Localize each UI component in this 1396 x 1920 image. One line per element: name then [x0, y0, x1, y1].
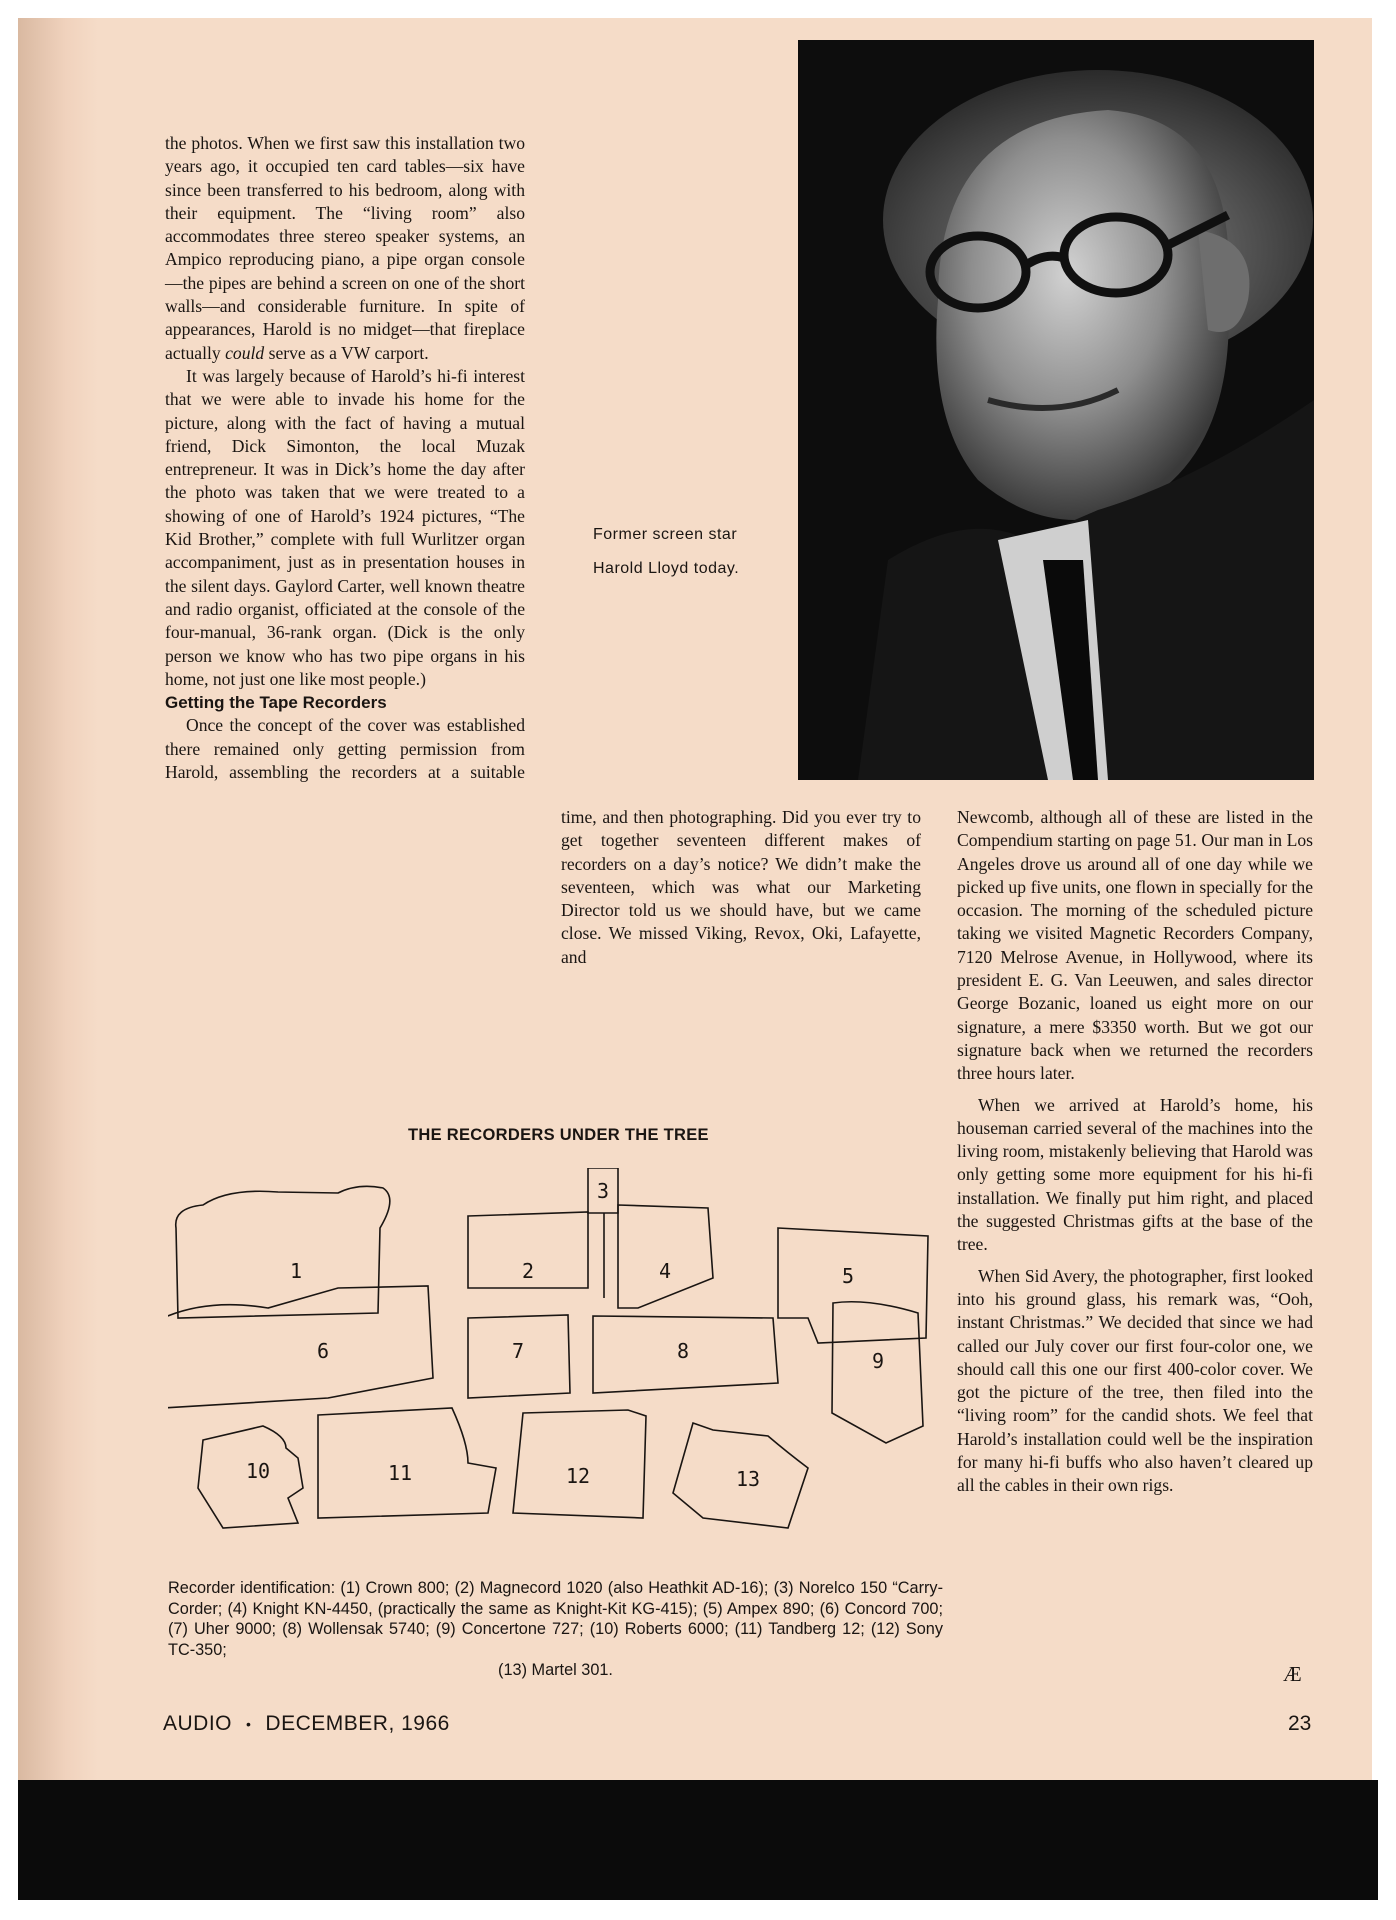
photo-caption	[593, 518, 793, 586]
caption-line: Former screen star	[593, 526, 738, 543]
footer-separator: •	[246, 1716, 252, 1733]
recorder-outline-1	[176, 1186, 390, 1318]
recorder-outline-4	[618, 1205, 713, 1308]
recorder-layout-diagram	[168, 1168, 948, 1568]
diagram-title: THE RECORDERS UNDER THE TREE	[408, 1126, 709, 1144]
paragraph: Once the concept of the cover was established there remained only getting permission from Harold, assembling the recorders at a suitable	[165, 715, 525, 783]
recorder-label-2: 2	[521, 1259, 535, 1283]
issue-date: DECEMBER, 1966	[265, 1712, 450, 1735]
recorder-label-6: 6	[316, 1339, 330, 1363]
scan-bottom-border	[18, 1780, 1378, 1900]
paragraph: It was largely because of Harold’s hi-fi interest that we were able to invade his home for the picture, along with the fact of having a mutual friend, Dick Simonton, the local Muzak entrepreneur. It was in Dick’s home the day after the photo was taken that we were treated to a showing of one of Harold’s 1924 pictures, “The Kid Brother,” complete with full Wurlitzer organ accompaniment, just as in presentation houses in the silent days. Gaylord Carter, well known theatre and radio organist, officiated at the console of the four-manual, 36-rank organ. (Dick is the only person we know who has two pipe organs in his home, not just one like most people.)	[165, 365, 525, 689]
paragraph: When Sid Avery, the photographer, first looked into his ground glass, his remark was, “Ooh, instant Christmas.” We decided that since we had called our July cover our first four-color one, we should call this one our first 400-color cover. We got the picture of the tree, then filed into the “living room” for the candid shots. We feel that Harold’s installation could well be the inspiration for many hi-fi buffs who also haven’t cleared up all the cables in their own rigs.	[957, 1265, 1313, 1496]
magazine-name: AUDIO	[163, 1712, 233, 1735]
article-column-2	[561, 806, 921, 969]
article-column-1	[165, 132, 525, 784]
identification-text: Recorder identification: (1) Crown 800; (2) Magnecord 1020 (also Heathkit AD-16); (3) Norelco 150 “Carry-Corder; (4) Knight KN-4450, (practically the same as Knight-Kit KG-415); (5) Ampex 890; (6) Concord 700; (7) Uher 9000; (8) Wollensak 5740; (9) Concertone 727; (10) Roberts 6000; (11) Tandberg 12; (12) Sony TC-350;	[168, 1579, 943, 1659]
identification-last-line: (13) Martel 301.	[498, 1661, 613, 1679]
recorder-label-3: 3	[596, 1179, 610, 1203]
page-footer	[163, 1712, 450, 1736]
paragraph: Newcomb, although all of these are listed in the Compendium starting on page 51. Our man in Los Angeles drove us around all of one day while we picked up five units, one flown in specially for the occasion. The morning of the scheduled picture taking we visited Magnetic Recorders Company, 7120 Melrose Avenue, in Hollywood, where its president E. G. Van Leeuwen, and sales director George Bozanic, loaned us eight more on our signature, a mere $3350 worth. But we got our signature back when we returned the recorders three hours later.	[957, 807, 1313, 1084]
recorder-label-7: 7	[511, 1339, 525, 1363]
recorder-label-12: 12	[565, 1464, 591, 1488]
recorder-label-4: 4	[658, 1259, 672, 1283]
recorder-label-11: 11	[387, 1461, 413, 1485]
paragraph: time, and then photographing. Did you ever try to get together seventeen different makes of recorders on a day’s notice? We didn’t make the seventeen, which was what our Marketing Director told us we should have, but we came close. We missed Viking, Revox, Oki, Lafayette, and	[561, 807, 921, 967]
caption-line: Harold Lloyd today.	[593, 560, 740, 577]
portrait-photo	[798, 40, 1314, 780]
page-number: 23	[1288, 1712, 1312, 1735]
recorder-label-13: 13	[735, 1467, 761, 1491]
magazine-page	[18, 18, 1372, 1780]
recorder-label-1: 1	[289, 1259, 303, 1283]
end-mark: Æ	[1283, 1662, 1302, 1686]
portrait-illustration	[798, 40, 1314, 780]
recorder-label-9: 9	[871, 1349, 885, 1373]
paragraph: the photos. When we first saw this installation two years ago, it occupied ten card tables—six have since been transferred to his bedroom, along with their equipment. The “living room” also accommodates three stereo speaker systems, an Ampico reproducing piano, a pipe organ console—the pipes are behind a screen on one of the short walls—and considerable furniture. In spite of appearances, Harold is no midget—that fireplace actually could serve as a VW carport.	[165, 133, 525, 363]
recorder-label-10: 10	[245, 1459, 271, 1483]
recorder-label-8: 8	[676, 1339, 690, 1363]
recorder-label-5: 5	[841, 1264, 855, 1288]
section-subhead: Getting the Tape Recorders	[165, 693, 387, 713]
paragraph: When we arrived at Harold’s home, his houseman carried several of the machines into the living room, mistakenly believing that Harold was only getting some more equipment for his hi-fi installation. We finally put him right, and placed the suggested Christmas gifts at the base of the tree.	[957, 1094, 1313, 1255]
page-spine-shadow	[18, 18, 98, 1780]
recorder-identification	[168, 1578, 943, 1681]
recorder-outline-6	[168, 1286, 433, 1408]
article-column-3	[957, 806, 1313, 1498]
